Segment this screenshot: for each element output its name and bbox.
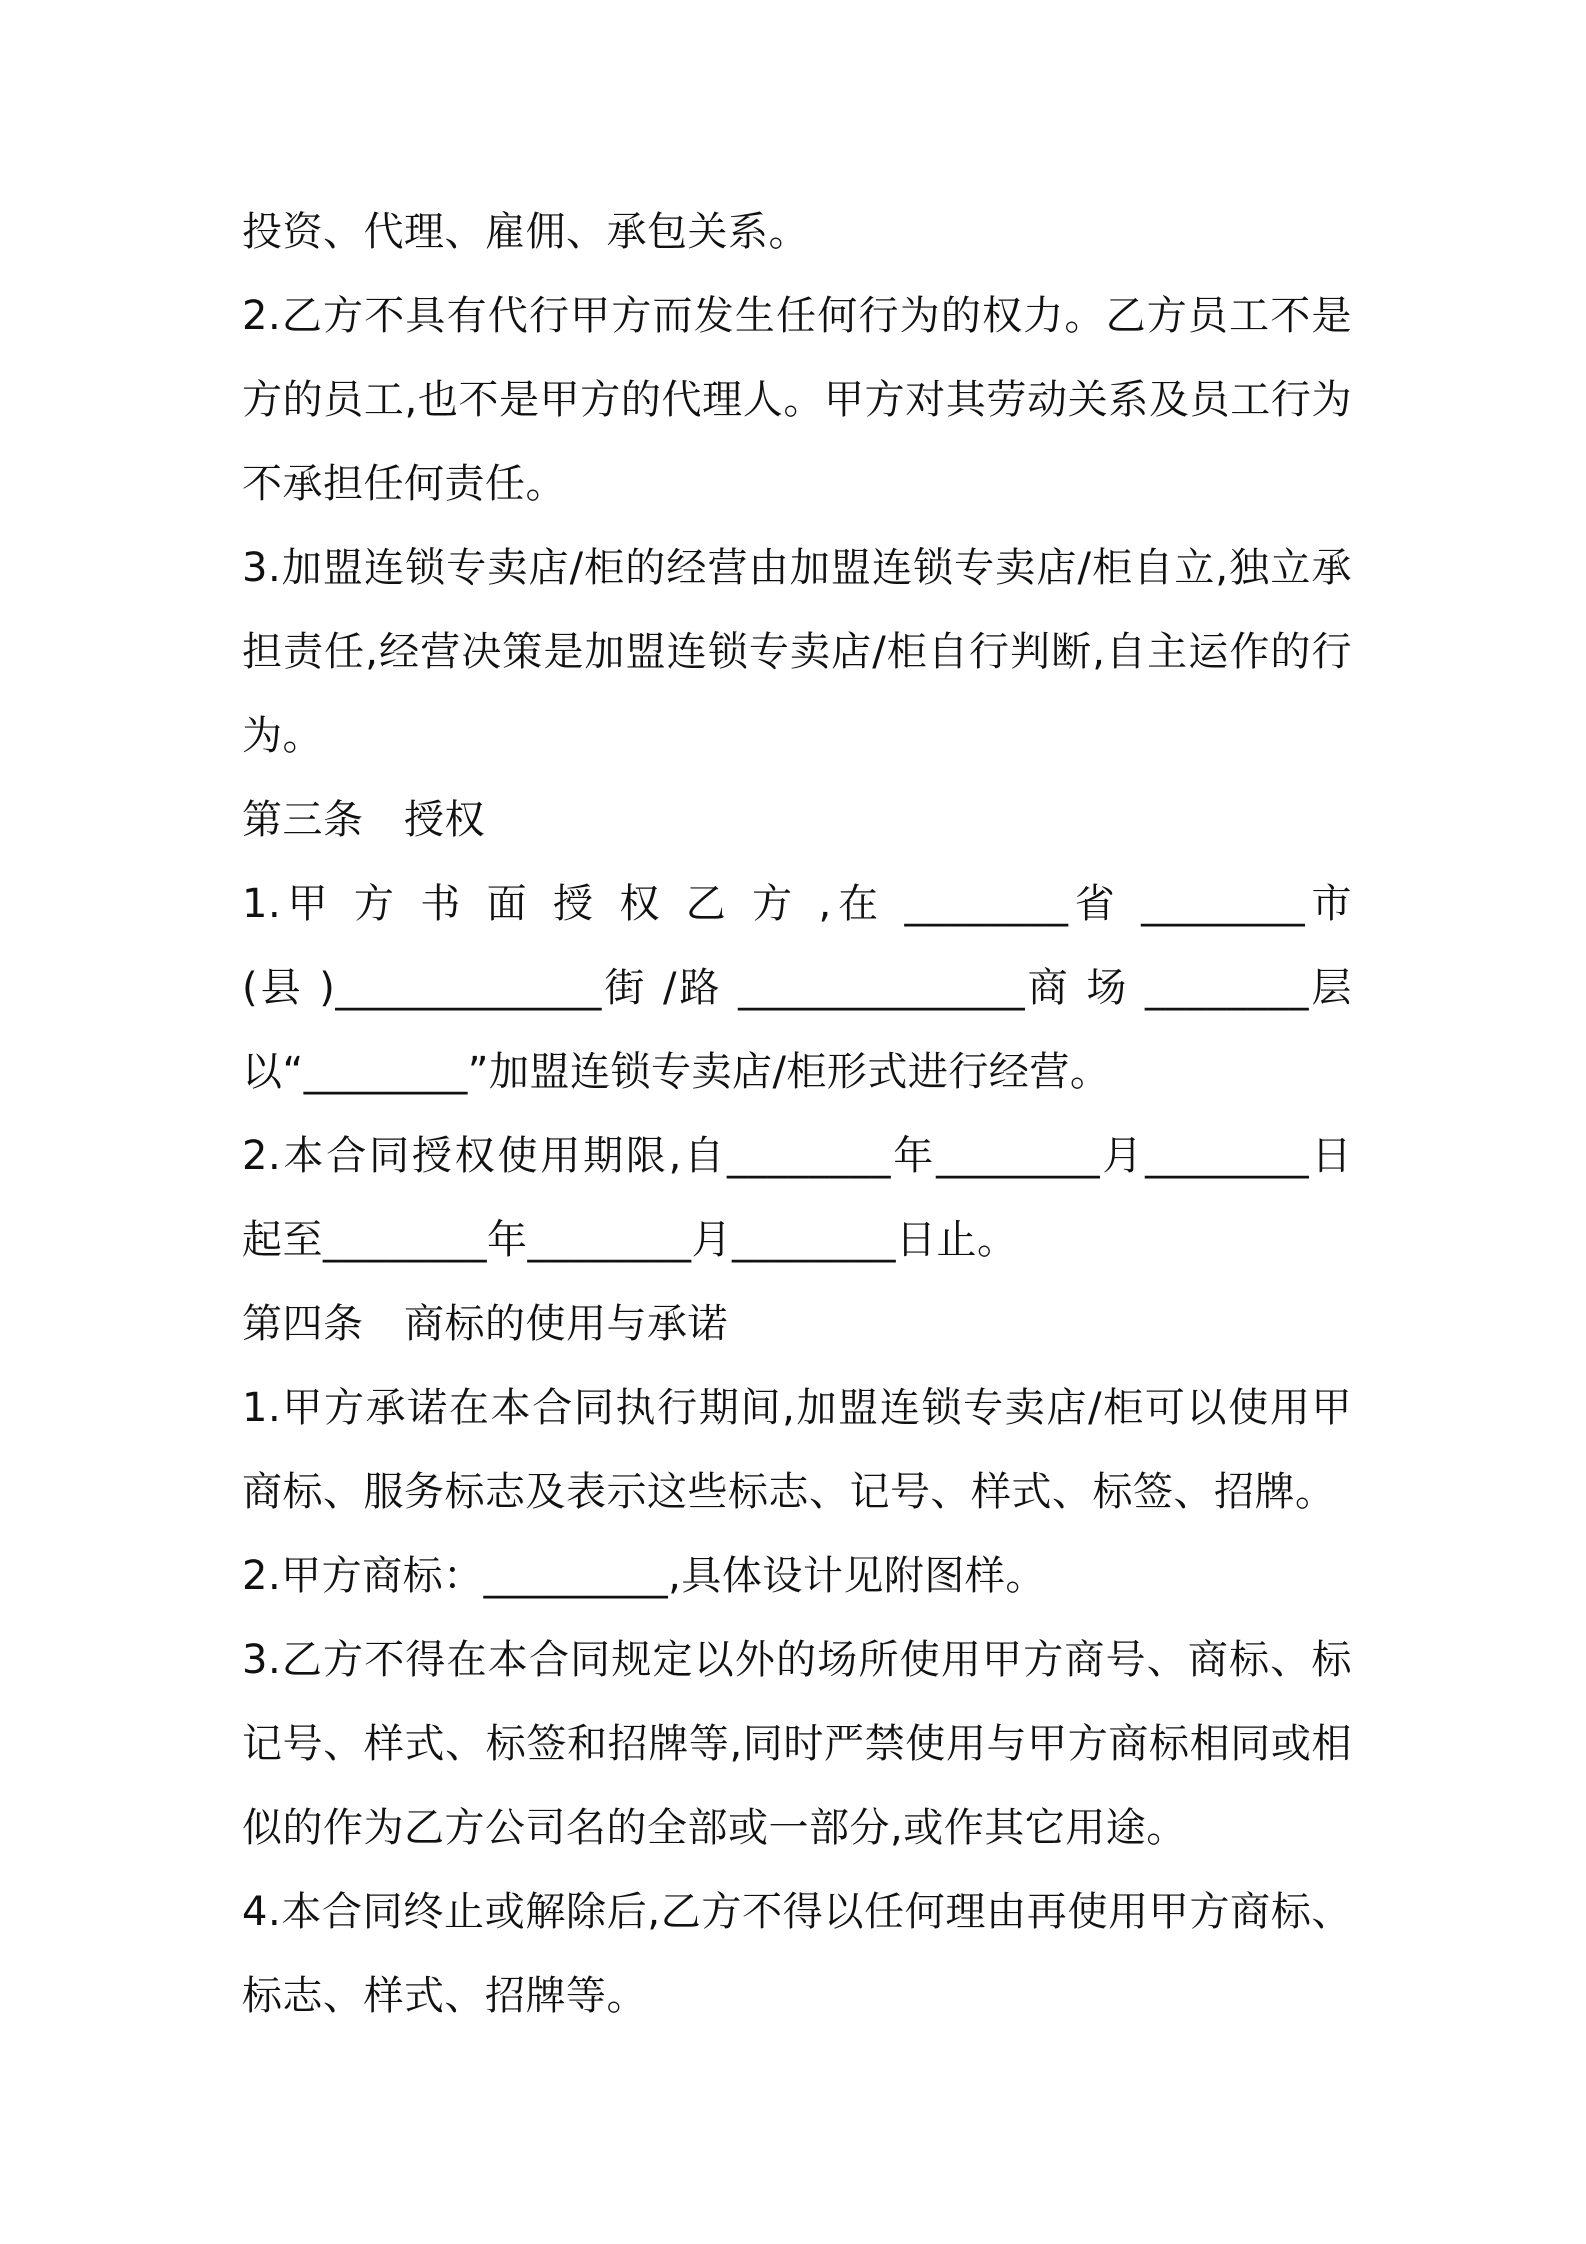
contract-text-line: 1.甲方承诺在本合同执行期间,加盟连锁专卖店/柜可以使用甲 [242, 1385, 1352, 1431]
contract-text-line: 不承担任何责任。 [242, 461, 566, 507]
contract-text-line: 1.甲 方 书 面 授 权 乙 方 ,在 ________省 ________市 [242, 881, 1352, 927]
contract-text-line: 担责任,经营决策是加盟连锁专卖店/柜自行判断,自主运作的行 [242, 629, 1352, 675]
contract-text-line: 方的员工,也不是甲方的代理人。甲方对其劳动关系及员工行为 [242, 377, 1352, 423]
contract-text-line: 投资、代理、雇佣、承包关系。 [242, 209, 809, 255]
contract-text-line: 2.甲方商标：_________,具体设计见附图样。 [242, 1553, 1046, 1599]
contract-text-line: 标志、样式、招牌等。 [242, 1973, 647, 2019]
contract-text-line: 2.乙方不具有代行甲方而发生任何行为的权力。乙方员工不是 [242, 293, 1352, 339]
contract-text-line: 记号、样式、标签和招牌等,同时严禁使用与甲方商标相同或相 [242, 1721, 1352, 1767]
contract-text-line: 商标、服务标志及表示这些标志、记号、样式、标签、招牌。 [242, 1469, 1336, 1515]
contract-text-line: (县 )_____________街 /路 ______________商 场 ________层 [242, 965, 1352, 1011]
contract-text-line: 起至________年________月________日止。 [242, 1217, 1018, 1263]
contract-text-line: 2.本合同授权使用期限,自________年________月________日 [242, 1133, 1352, 1179]
contract-text-line: 4.本合同终止或解除后,乙方不得以任何理由再使用甲方商标、 [242, 1889, 1352, 1935]
contract-text-line: 3.乙方不得在本合同规定以外的场所使用甲方商号、商标、标 [242, 1637, 1352, 1683]
contract-text-line: 为。 [242, 713, 323, 759]
contract-text-line: 第三条 授权 [242, 797, 485, 843]
contract-text-line: 3.加盟连锁专卖店/柜的经营由加盟连锁专卖店/柜自立,独立承 [242, 545, 1352, 591]
contract-body [242, 190, 1352, 2038]
contract-text-line: 以“________”加盟连锁专卖店/柜形式进行经营。 [242, 1049, 1111, 1095]
contract-text-line: 第四条 商标的使用与承诺 [242, 1301, 728, 1347]
contract-text-line: 似的作为乙方公司名的全部或一部分,或作其它用途。 [242, 1805, 1187, 1851]
